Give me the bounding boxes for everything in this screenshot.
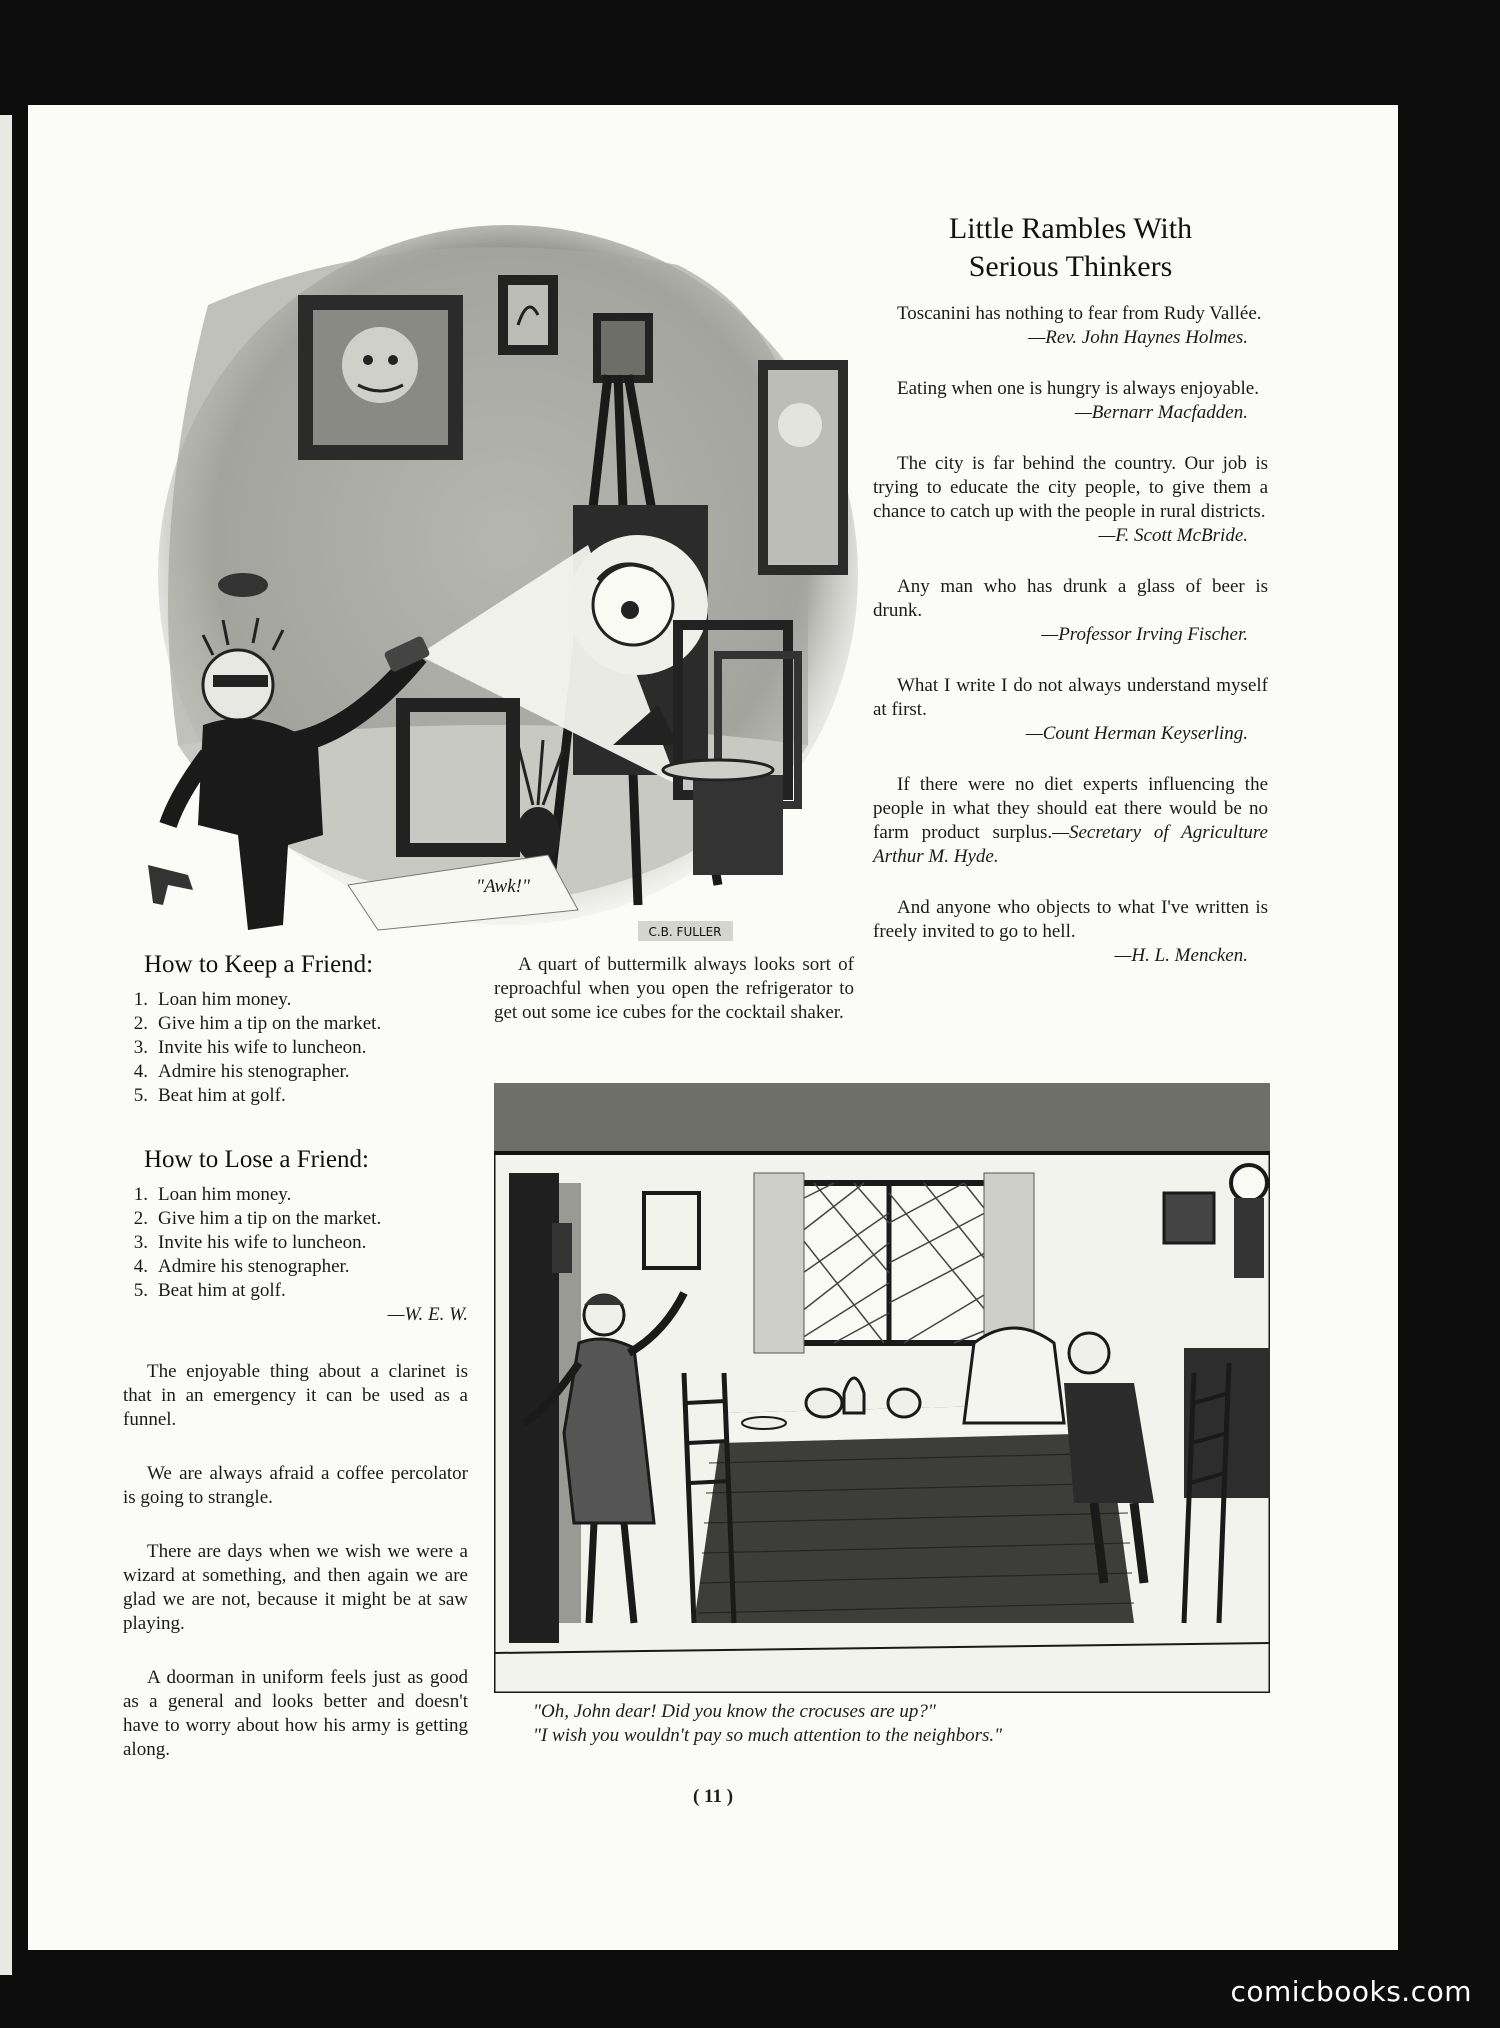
quote-attribution: —Rev. John Haynes Holmes. (1028, 327, 1248, 348)
lose-friend-attribution: —W. E. W. (387, 1304, 468, 1325)
quote-text: Any man who has drunk a glass of beer is drunk. (873, 576, 1268, 621)
lose-friend-list (118, 1183, 478, 1303)
keep-friend-section (118, 950, 478, 1108)
quote-attribution: —Secretary of Agriculture Arthur M. Hyde. (873, 822, 1268, 867)
list-item: 4. Admire his stenographer. (133, 1256, 350, 1277)
studio-cartoon (118, 185, 858, 965)
site-watermark: comicbooks.com (1230, 1975, 1472, 2008)
paragraph: The enjoyable thing about a clarinet is that in an emergency it can be used as a funnel. (123, 1361, 468, 1430)
quote-attribution: —Professor Irving Fischer. (1041, 624, 1248, 645)
breakfast-cartoon-illustration (494, 1083, 1270, 1693)
paragraph: There are days when we wish we were a wizard at something, and then again we are glad we are not, because it might be at saw playing. (123, 1541, 468, 1634)
quote-text: What I write I do not always understand myself at first. (873, 675, 1268, 720)
rambles-title-line2: Serious Thinkers (968, 250, 1173, 283)
list-item: 4. Admire his stenographer. (133, 1061, 350, 1082)
list-item: 5. Beat him at golf. (133, 1280, 286, 1301)
breakfast-cartoon-caption (533, 1700, 1273, 1748)
caption-line2: "I wish you wouldn't pay so much attention to the neighbors." (533, 1725, 1003, 1746)
rambles-title (873, 210, 1268, 286)
paragraph: We are always afraid a coffee percolator is going to strangle. (123, 1463, 468, 1508)
buttermilk-text: A quart of buttermilk always looks sort of reproachful when you open the refrigerator to get out some ice cubes for the cocktail shaker. (494, 954, 854, 1023)
breakfast-cartoon (494, 1083, 1270, 1693)
quote-text: And anyone who objects to what I've written is freely invited to go to hell. (873, 897, 1268, 942)
rambles-quote (873, 773, 1268, 869)
short-paragraphs (123, 1360, 468, 1792)
list-item: 3. Invite his wife to luncheon. (133, 1232, 367, 1253)
list-item: 3. Invite his wife to luncheon. (133, 1037, 367, 1058)
keep-friend-list (118, 988, 478, 1108)
rambles-section (873, 210, 1268, 995)
studio-cartoon-caption: "Awk!" (476, 876, 530, 897)
lose-friend-section (118, 1145, 478, 1327)
quote-attribution: —Count Herman Keyserling. (1025, 723, 1248, 744)
caption-line1: "Oh, John dear! Did you know the crocuses are up?" (533, 1701, 936, 1722)
rambles-quote (873, 452, 1268, 548)
quote-attribution: —H. L. Mencken. (1114, 945, 1248, 966)
list-item: 5. Beat him at golf. (133, 1085, 286, 1106)
quote-text: The city is far behind the country. Our job is trying to educate the city people, to give them a chance to catch up with the people in rural districts. (873, 453, 1268, 522)
buttermilk-paragraph (494, 953, 854, 1025)
list-item: 1. Loan him money. (133, 989, 292, 1010)
rambles-quote (873, 575, 1268, 647)
list-item: 1. Loan him money. (133, 1184, 292, 1205)
quote-text: Toscanini has nothing to fear from Rudy Vallée. (897, 303, 1262, 324)
quote-attribution: —F. Scott McBride. (1098, 525, 1248, 546)
rambles-title-line1: Little Rambles With (948, 212, 1193, 245)
paragraph: A doorman in uniform feels just as good as a general and looks better and doesn't have to worry about how his army is getting along. (123, 1667, 468, 1760)
list-item: 2. Give him a tip on the market. (133, 1208, 382, 1229)
studio-cartoon-illustration (118, 185, 858, 965)
previous-page-edge (0, 115, 12, 1975)
rambles-quote (873, 302, 1268, 350)
rambles-quote (873, 896, 1268, 968)
list-item: 2. Give him a tip on the market. (133, 1013, 382, 1034)
rambles-quote (873, 674, 1268, 746)
studio-cartoon-signature: C.B. FULLER (648, 925, 722, 939)
quote-text-body: If there were no diet experts influencing the people in what they should eat there would be no farm product surplus. (873, 774, 1268, 843)
magazine-page (28, 105, 1398, 1950)
quote-text (873, 773, 1268, 869)
quote-attribution: —Bernarr Macfadden. (1074, 402, 1248, 423)
keep-friend-heading: How to Keep a Friend: (144, 951, 374, 978)
quote-text: Eating when one is hungry is always enjoyable. (897, 378, 1259, 399)
lose-friend-heading: How to Lose a Friend: (144, 1146, 369, 1173)
page-number: ( 11 ) (692, 1786, 734, 1807)
rambles-quote (873, 377, 1268, 425)
